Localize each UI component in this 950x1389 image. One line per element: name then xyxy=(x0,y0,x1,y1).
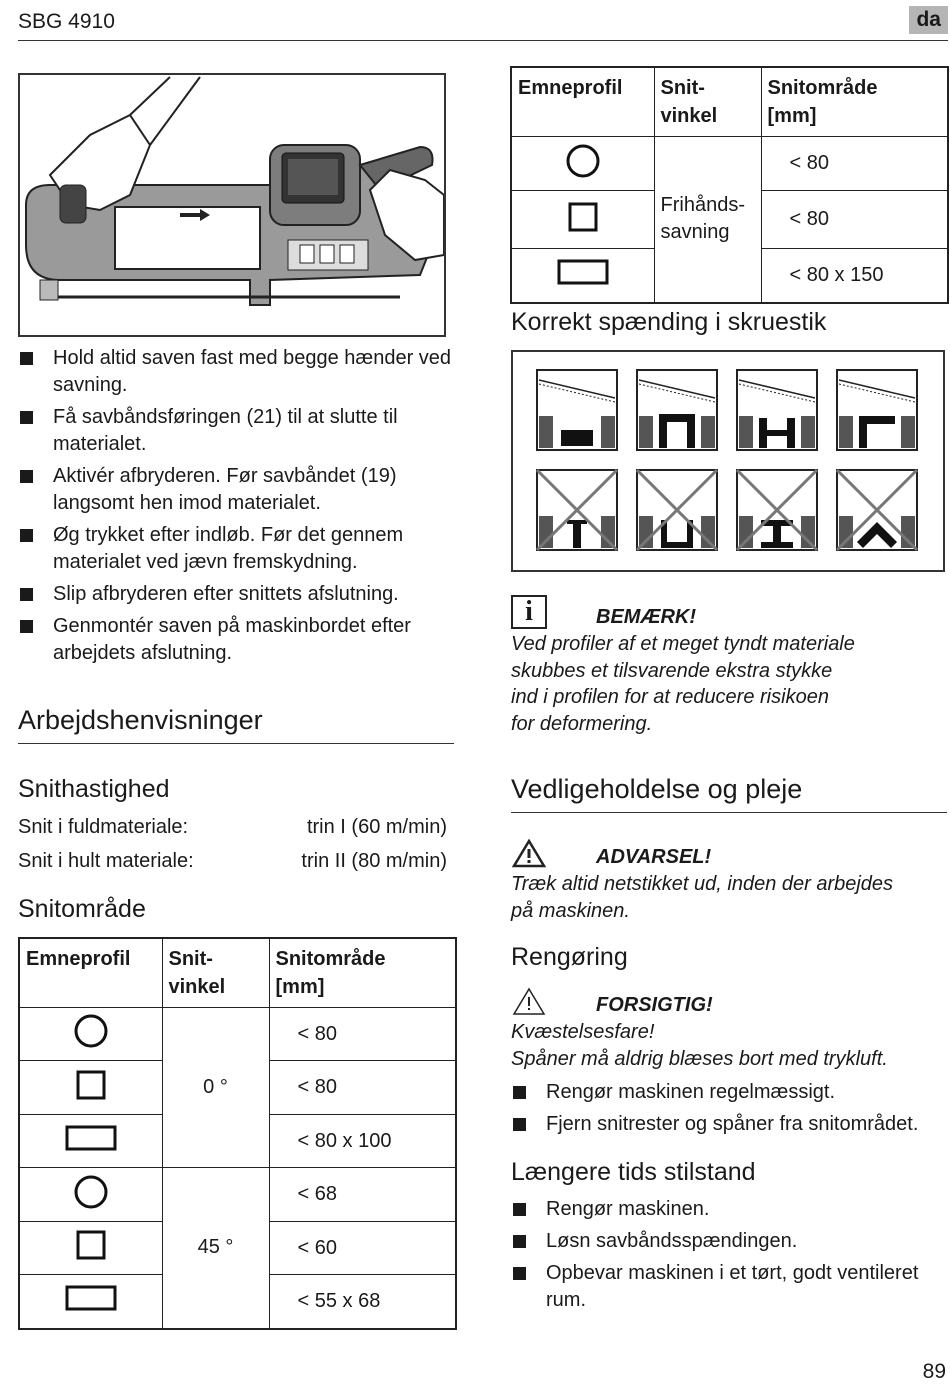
rectangle-profile-icon xyxy=(19,1275,162,1329)
header-profile: Emneprofil xyxy=(511,67,654,137)
bandsaw-drawing xyxy=(20,75,444,335)
page-number: 89 xyxy=(922,1360,946,1383)
section-rule xyxy=(18,743,454,744)
wrong-t-profile xyxy=(537,470,617,550)
wrong-angle-tilted xyxy=(837,470,917,550)
angle-cell: 45 ° xyxy=(162,1168,269,1329)
cleaning-title: Rengøring xyxy=(511,943,628,971)
usage-instructions-list xyxy=(18,345,458,672)
angle-cell: 0 ° xyxy=(162,1008,269,1168)
cutting-range-title: Snitområde xyxy=(18,895,146,923)
cutting-range-table xyxy=(18,937,457,1330)
circle-profile-icon xyxy=(19,1168,162,1222)
correct-h-beam xyxy=(737,370,817,450)
warning-text: Træk altid netstikket ud, inden der arbejdes på maskinen. xyxy=(511,873,894,922)
warning-icon xyxy=(512,838,546,873)
speed-label-solid: Snit i fuldmateriale: xyxy=(18,816,189,838)
vise-clamping-diagram xyxy=(511,350,945,572)
vise-clamping-title: Korrekt spænding i skruestik xyxy=(511,308,827,336)
list-item: Få savbåndsføringen (21) til at slutte til materialet. xyxy=(18,404,458,458)
header-rule xyxy=(18,40,948,41)
square-profile-icon xyxy=(511,191,654,249)
square-profile-icon xyxy=(19,1222,162,1275)
list-item: Rengør maskinen regelmæssigt. xyxy=(511,1079,950,1106)
cleaning-list xyxy=(511,1079,950,1143)
speed-value-hollow: trin II (80 m/min) xyxy=(301,850,447,872)
speed-value-solid: trin I (60 m/min) xyxy=(306,816,447,838)
header-range: Snitområde [mm] xyxy=(269,938,456,1008)
list-item: Hold altid saven fast med begge hænder ved savning. xyxy=(18,345,458,399)
wrong-u-upright xyxy=(637,470,717,550)
list-item: Fjern snitrester og spåner fra snitområdet. xyxy=(511,1111,950,1138)
correct-flat-bar xyxy=(537,370,617,450)
freehand-cutting-table xyxy=(510,66,949,304)
cutting-speed-title: Snithastighed xyxy=(18,775,170,803)
list-item: Øg trykket efter indløb. Før det gennem materialet ved jævn fremskydning. xyxy=(18,522,458,576)
warning-heading: ADVARSEL! xyxy=(596,846,712,868)
range-value: < 80 xyxy=(761,137,948,191)
range-value: < 80 xyxy=(761,191,948,249)
caution-heading: FORSIGTIG! xyxy=(596,994,713,1016)
correct-angle xyxy=(837,370,917,450)
section-rule xyxy=(511,812,947,813)
rectangle-profile-icon xyxy=(19,1115,162,1168)
header-profile: Emneprofil xyxy=(19,938,162,1008)
circle-profile-icon xyxy=(19,1008,162,1061)
square-profile-icon xyxy=(19,1061,162,1115)
list-item: Aktivér afbryderen. Før savbåndet (19) langsomt hen imod materialet. xyxy=(18,463,458,517)
speed-label-hollow: Snit i hult materiale: xyxy=(18,850,194,872)
document-model: SBG 4910 xyxy=(18,10,115,33)
header-angle: Snit- vinkel xyxy=(162,938,269,1008)
list-item: Genmontér saven på maskinbordet efter arbejdets afslutning. xyxy=(18,613,458,667)
rectangle-profile-icon xyxy=(511,249,654,303)
info-icon: i xyxy=(511,595,547,629)
language-badge: da xyxy=(909,6,948,34)
list-item: Opbevar maskinen i et tørt, godt ventileret rum. xyxy=(511,1260,950,1314)
note-text: Ved profiler af et meget tyndt materiale skubbes et tilsvarende ekstra stykke ind i profilen for at reducere risikoen for deformering. xyxy=(511,633,855,735)
storage-list xyxy=(511,1196,950,1319)
maintenance-title: Vedligeholdelse og pleje xyxy=(511,774,803,804)
caution-text: Kvæstelsesfare! Spåner må aldrig blæses bort med trykluft. xyxy=(511,1021,888,1070)
angle-cell: Frihånds- savning xyxy=(654,137,761,303)
correct-u-channel xyxy=(637,370,717,450)
range-value: < 80 x 150 xyxy=(761,249,948,303)
range-value: < 80 x 100 xyxy=(269,1115,456,1168)
clamping-examples xyxy=(513,352,943,570)
list-item: Slip afbryderen efter snittets afslutning. xyxy=(18,581,458,608)
wrong-i-beam xyxy=(737,470,817,550)
header-range: Snitområde [mm] xyxy=(761,67,948,137)
range-value: < 55 x 68 xyxy=(269,1275,456,1329)
range-value: < 80 xyxy=(269,1061,456,1115)
header-angle: Snit- vinkel xyxy=(654,67,761,137)
list-item: Løsn savbåndsspændingen. xyxy=(511,1228,950,1255)
note-heading: BEMÆRK! xyxy=(596,606,696,628)
section-title-work-instructions: Arbejdshenvisninger xyxy=(18,705,263,735)
range-value: < 60 xyxy=(269,1222,456,1275)
bandsaw-illustration xyxy=(18,73,446,337)
storage-title: Længere tids stilstand xyxy=(511,1158,756,1186)
range-value: < 68 xyxy=(269,1168,456,1222)
circle-profile-icon xyxy=(511,137,654,191)
list-item: Rengør maskinen. xyxy=(511,1196,950,1223)
range-value: < 80 xyxy=(269,1008,456,1061)
caution-icon xyxy=(512,986,546,1021)
